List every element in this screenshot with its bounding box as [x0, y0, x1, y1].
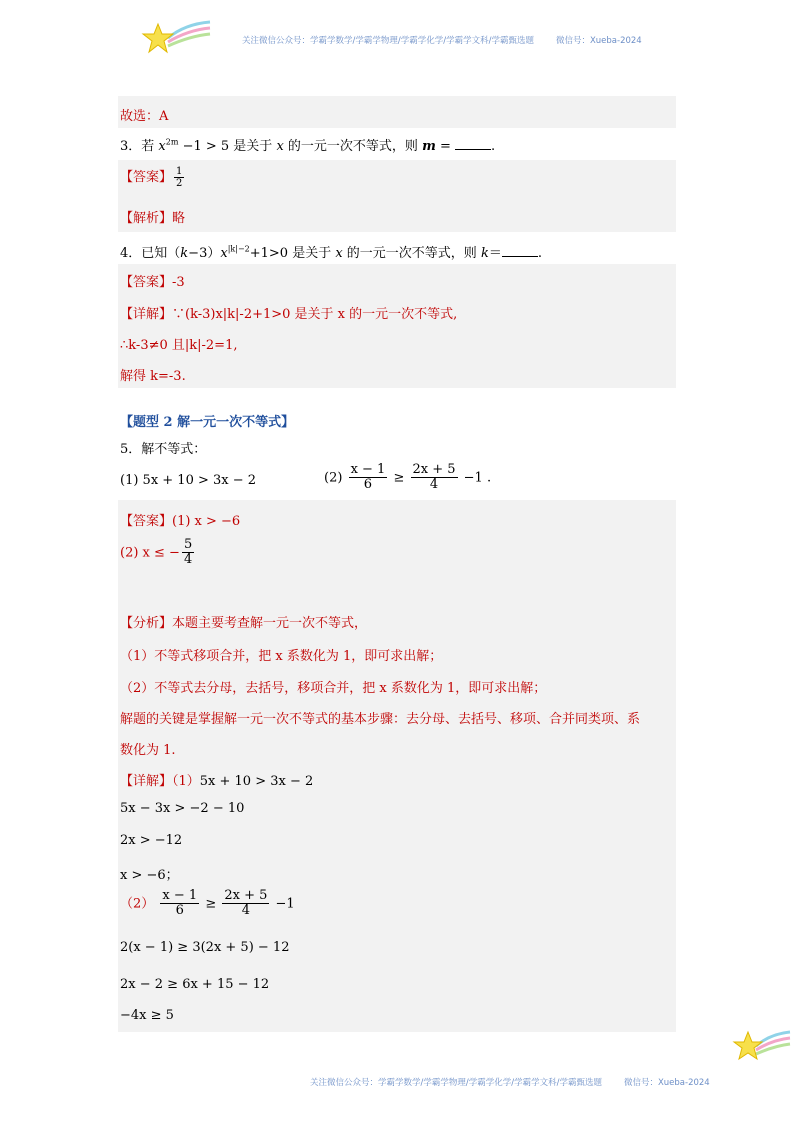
- q5-part-1: (1) 5x + 10 > 3x − 2: [120, 473, 257, 488]
- detail-2: （2） $\frac{x - 1}{6}$ ≥ $\frac{2x + 5}{4}$ −1: [120, 888, 295, 919]
- fraction: $\frac{5}{4}$: [183, 537, 193, 568]
- q5-answer-1: 【答案】(1) x > −6: [120, 514, 241, 529]
- analysis-3: 解题的关键是掌握解一元一次不等式的基本步骤：去分母、去括号、移项、合并同类项、系: [120, 712, 641, 727]
- footer-text: 关注微信公众号：学霸学数学/学霸学物理/学霸学化学/学霸学文科/学霸甄选题: [310, 1078, 602, 1088]
- star-logo-icon: [140, 18, 212, 62]
- q5-part-2: (2) $\frac{x - 1}{6}$ ≥ $\frac{2x + 5}{4}$ −1 .: [324, 462, 492, 493]
- section-heading: 【题型 2 解一元一次不等式】: [120, 415, 295, 430]
- question-3: 3．若 $x^{2m} -1 > 5$ 是关于 x 的一元一次不等式，则 m = .: [120, 137, 496, 154]
- header-text: 关注微信公众号：学霸学数学/学霸学物理/学霸学化学/学霸学文科/学霸甄选题: [242, 36, 534, 46]
- answer-block-q3: [118, 160, 676, 232]
- footer-wechat: 微信号：Xueba-2024: [623, 1078, 710, 1088]
- fraction: $\frac{1}{2}$: [176, 166, 183, 189]
- header-banner: [242, 34, 642, 46]
- step-1: 5x − 3x > −2 − 10: [120, 801, 245, 816]
- analysis-4: 数化为 1.: [120, 743, 176, 758]
- fraction: $\frac{2x + 5}{4}$: [412, 462, 456, 493]
- step-3: x > −6；: [120, 868, 179, 883]
- answer-block-q4: [118, 264, 676, 388]
- answer-blank: [502, 244, 538, 257]
- q4-detail: 【详解】∵(k-3)x|k|-2+1>0 是关于 x 的一元一次不等式,: [120, 307, 458, 322]
- analysis-2: （2）不等式去分母，去括号，移项合并，把 x 系数化为 1，即可求出解；: [120, 681, 547, 696]
- q5-answer-2: (2) x ≤ − $\frac{5}{4}$: [120, 537, 193, 568]
- fraction: $\frac{x - 1}{6}$: [162, 888, 198, 919]
- step-6: −4x ≥ 5: [120, 1008, 174, 1023]
- q4-detail-2: ∴k-3≠0 且|k|-2=1,: [120, 338, 238, 353]
- question-4: 4．已知$(k-3)x^{|k|-2}+1>0$ 是关于 x 的一元一次不等式，则 k＝ .: [120, 244, 542, 261]
- q3-answer: 【答案】 $\frac{1}{2}$: [120, 166, 183, 189]
- step-5: 2x − 2 ≥ 6x + 15 − 12: [120, 977, 270, 992]
- answer-blank: [455, 137, 491, 150]
- fraction: $\frac{x - 1}{6}$: [350, 462, 386, 493]
- guxuan-line: 故选：A: [120, 109, 169, 124]
- q4-answer: 【答案】-3: [120, 275, 185, 290]
- detail-1: 【详解】（1）5x + 10 > 3x − 2: [120, 774, 314, 789]
- step-4: 2(x − 1) ≥ 3(2x + 5) − 12: [120, 940, 290, 955]
- star-logo-icon: [732, 1028, 792, 1068]
- fraction: $\frac{2x + 5}{4}$: [224, 888, 268, 919]
- header-wechat: 微信号：Xueba-2024: [555, 36, 642, 46]
- q3-jiexi: 【解析】略: [120, 211, 186, 226]
- footer-banner: [310, 1076, 710, 1088]
- step-2: 2x > −12: [120, 833, 183, 848]
- q4-detail-3: 解得 k=-3.: [120, 369, 186, 384]
- answer-block-guxuan: [118, 96, 676, 128]
- analysis-1: （1）不等式移项合并，把 x 系数化为 1，即可求出解；: [120, 649, 443, 664]
- question-5: 5．解不等式：: [120, 442, 207, 457]
- analysis-title: 【分析】本题主要考查解一元一次不等式，: [120, 616, 368, 631]
